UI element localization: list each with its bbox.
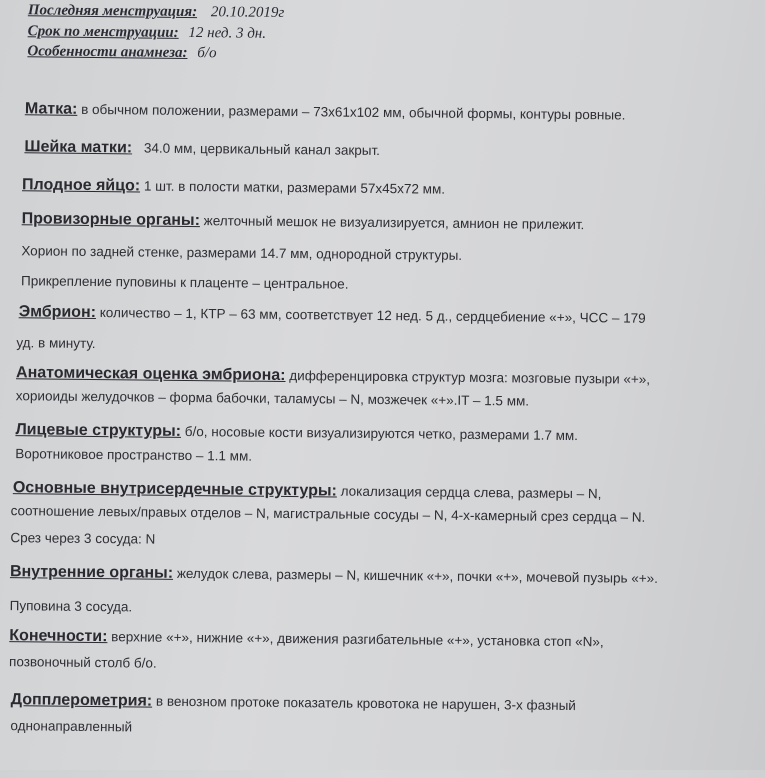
uterus-row [25, 100, 626, 124]
term-row [28, 23, 267, 42]
internal-heading: Внутренние органы: [9, 563, 174, 582]
embryo-heading: Эмбрион: [18, 303, 97, 322]
limbs-heading: Конечности: [9, 627, 108, 646]
embryo-line2: уд. в минуту. [16, 335, 96, 352]
uterus-heading: Матка: [24, 100, 78, 118]
heart-line3: Срез через 3 сосуда: N [10, 530, 156, 547]
cervix-row [24, 138, 380, 160]
anatomy-line2: хориоиды желудочков – форма бабочки, таламусы – N, мозжечек «+».IT – 1.5 мм. [15, 388, 530, 409]
anatomy-text: дифференцировка структур мозга: мозговые пузыри «+», [289, 368, 651, 387]
cervix-text: 34.0 мм, цервикальный канал закрыт. [143, 140, 381, 158]
cervix-heading: Шейка матки: [24, 138, 133, 157]
heart-line2: соотношение левых/правых отделов – N, магистральные сосуды – N, 4-х-камерный срез сердца – N. [10, 503, 646, 525]
anatomy-row [16, 364, 650, 389]
embryo-row [19, 303, 646, 328]
limbs-row [9, 627, 604, 651]
internal-line2: Пуповина 3 сосуда. [9, 598, 133, 615]
ovum-text: 1 шт. в полости матки, размерами 57x45x72 мм. [143, 178, 446, 197]
ovum-row [22, 176, 445, 198]
heart-heading: Основные внутрисердечные структуры: [12, 479, 337, 500]
face-text: б/о, носовые кости визуализируются четко, размерами 1.7 мм. [184, 423, 579, 444]
term-value: 12 нед. 3 дн. [188, 24, 267, 42]
anamnesis-label: Особенности анамнеза: [27, 43, 188, 61]
provisional-row [22, 210, 585, 234]
provisional-text: желточный мешок не визуализируется, амнион не прилежит. [203, 213, 585, 233]
provisional-line3: Прикрепление пуповины к плаценте – центральное. [20, 273, 349, 292]
face-row [15, 421, 578, 445]
provisional-line2: Хорион по задней стенке, размерами 14.7 мм, однородной структуры. [21, 243, 463, 263]
heart-row [13, 479, 602, 503]
limbs-text: верхние «+», нижние «+», движения разгибательные «+», установка стоп «N», [111, 629, 604, 650]
anatomy-heading: Анатомическая оценка эмбриона: [16, 364, 286, 385]
last-menstruation-row [28, 2, 285, 22]
ovum-heading: Плодное яйцо: [21, 176, 141, 195]
doppler-heading: Допплерометрия: [10, 691, 153, 710]
doppler-row [11, 691, 576, 715]
internal-row [10, 563, 658, 588]
doppler-text: в венозном протоке показатель кровотока не нарушен, 3-х фазный [155, 693, 576, 714]
doppler-line2: однонаправленный [10, 718, 133, 735]
anamnesis-row [27, 43, 216, 62]
last-menstruation-value: 20.10.2019г [210, 4, 285, 21]
heart-text: локализация сердца слева, размеры – N, [340, 483, 602, 502]
limbs-line2: позвоночный столб б/о. [8, 654, 157, 671]
face-heading: Лицевые структуры: [15, 421, 182, 440]
last-menstruation-label: Последняя менструация: [27, 2, 198, 21]
face-line2: Воротниковое пространство – 1.1 мм. [15, 446, 253, 464]
anamnesis-value: б/о [197, 45, 217, 62]
internal-text: желудок слева, размеры – N, кишечник «+», почки «+», мочевой пузырь «+». [176, 565, 659, 586]
embryo-text: количество – 1, КТР – 63 мм, соответствует 12 нед. 5 д., сердцебиение «+», ЧСС – 179 [99, 305, 646, 326]
provisional-heading: Провизорные органы: [21, 210, 201, 230]
uterus-text: в обычном положении, размерами – 73x61x102 мм, обычной формы, контуры ровные. [81, 101, 626, 123]
term-label: Срок по менструации: [27, 23, 179, 41]
